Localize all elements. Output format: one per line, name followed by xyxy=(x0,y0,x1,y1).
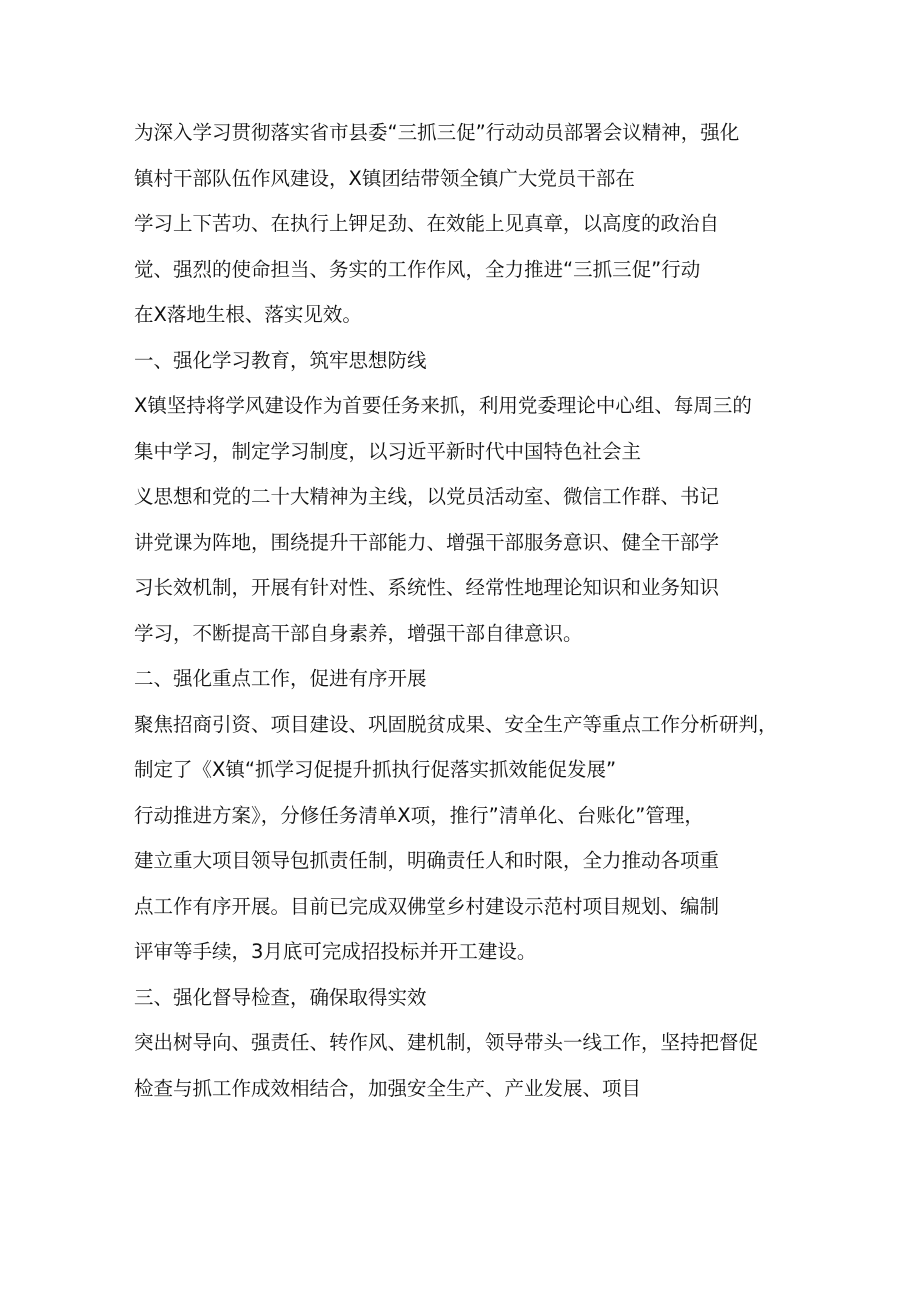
paragraph-line: 学习，不断提高干部自身素养，增强干部自律意识。 xyxy=(134,621,583,645)
section-heading-1: 一、强化学习教育，筑牢思想防线 xyxy=(134,348,427,372)
paragraph-line: 点工作有序开展。目前已完成双佛堂乡村建设示范村项目规划、编制 xyxy=(134,894,720,918)
paragraph-line: 习长效机制，开展有针对性、系统性、经常性地理论知识和业务知识 xyxy=(134,576,720,599)
paragraph-line: 集中学习，制定学习制度，以习近平新时代中国特色社会主 xyxy=(134,439,642,463)
paragraph-line: 讲党课为阵地，围绕提升干部能力、增强干部服务意识、健全干部学 xyxy=(134,530,720,554)
paragraph-line: 聚焦招商引资、项目建设、巩固脱贫成果、安全生产等重点工作分析研判， xyxy=(134,712,778,736)
paragraph-line: 学习上下苦功、在执行上钾足劲、在效能上见真章，以高度的政治自 xyxy=(134,212,720,235)
paragraph-line: X镇坚持将学风建设作为首要任务来抓，利用党委理论中心组、每周三的 xyxy=(134,394,752,417)
section-heading-3: 三、强化督导检查，确保取得实效 xyxy=(134,985,427,1009)
paragraph-line: 制定了《X镇“抓学习促提升抓执行促落实抓效能促发展” xyxy=(134,758,617,781)
paragraph-line: 评审等手续，3月底可完成招投标并开工建设。 xyxy=(134,940,537,963)
paragraph-line: 在X落地生根、落实见效。 xyxy=(134,303,362,326)
paragraph-line: 突出树导向、强责任、转作风、建机制，领导带头一线工作，坚持把督促 xyxy=(134,1031,759,1054)
paragraph-line: 为深入学习贯彻落实省市县委“三抓三促”行动动员部署会议精神，强化 xyxy=(134,121,740,144)
document-body xyxy=(134,110,814,1111)
paragraph-line: 行动推进方案》，分修任务清单X项，推行”清单化、台账化”管理， xyxy=(134,803,704,827)
paragraph-line: 检查与抓工作成效相结合，加强安全生产、产业发展、项目 xyxy=(134,1076,642,1100)
paragraph-line: 觉、强烈的使命担当、务实的工作作风，全力推进“三抓三促”行动 xyxy=(134,257,701,281)
section-heading-2: 二、强化重点工作，促进有序开展 xyxy=(134,667,427,690)
paragraph-line: 义思想和党的二十大精神为主线，以党员活动室、微信工作群、书记 xyxy=(134,485,720,508)
paragraph-line: 镇村干部队伍作风建设，X镇团结带领全镇广大党员干部在 xyxy=(134,166,635,190)
paragraph-line: 建立重大项目领导包抓责任制，明确责任人和时限，全力推动各项重 xyxy=(134,849,720,872)
